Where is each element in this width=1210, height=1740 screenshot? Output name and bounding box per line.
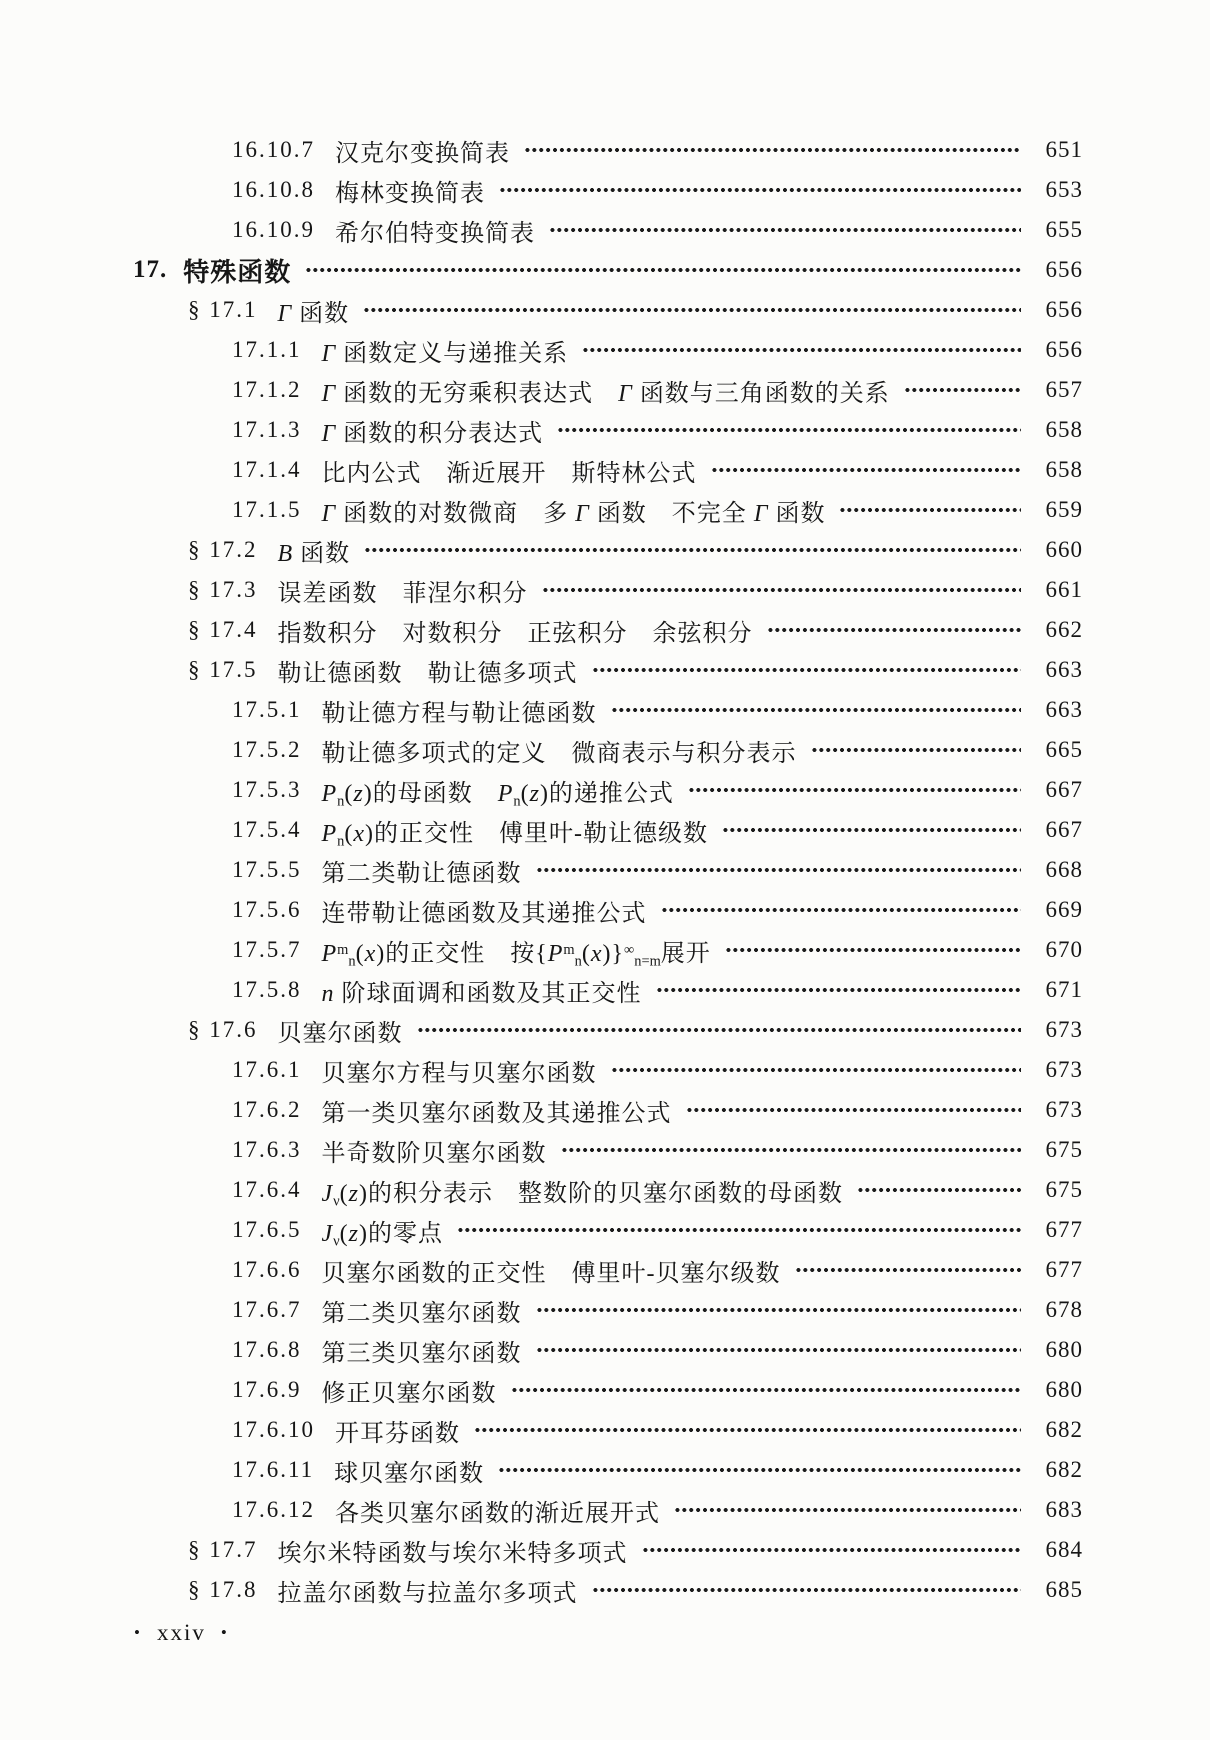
toc-entry-title: 修正贝塞尔函数 [321, 1380, 497, 1407]
toc-row [0, 1250, 1210, 1290]
toc-page-number: 685 [1045, 1577, 1083, 1602]
toc-page-number: 668 [1045, 857, 1083, 882]
dot-leader [499, 186, 1021, 194]
toc-entry-number: § 17.2 [188, 537, 258, 562]
toc-row [0, 1010, 1210, 1050]
toc-entry-title: $P_n(z)$的母函数 $P_n(z)$的递推公式 [321, 780, 674, 809]
toc-page-number: 677 [1045, 1217, 1083, 1242]
toc-row [0, 1210, 1210, 1250]
toc-entry-title: 比内公式 渐近展开 斯特林公式 [321, 460, 697, 487]
toc-entry-title: 第二类勒让德函数 [321, 860, 522, 887]
toc-entry-title: 半奇数阶贝塞尔函数 [321, 1140, 547, 1167]
dot-leader [642, 1546, 1022, 1554]
toc-entry-title: 指数积分 对数积分 正弦积分 余弦积分 [277, 620, 753, 647]
dot-leader [592, 1586, 1022, 1594]
toc-page-number: 683 [1045, 1497, 1083, 1522]
toc-page-number: 684 [1045, 1537, 1083, 1562]
toc-list [0, 130, 1210, 1610]
toc-row [0, 570, 1210, 610]
dot-leader [656, 986, 1022, 994]
toc-row [0, 1050, 1210, 1090]
toc-row [0, 1370, 1210, 1410]
dot-leader [674, 1506, 1021, 1514]
toc-entry-title: 连带勒让德函数及其递推公式 [321, 900, 647, 927]
toc-entry-title: Γ 函数 [277, 300, 350, 327]
toc-page-number: 675 [1045, 1137, 1083, 1162]
toc-entry-number: 17.6.6 [232, 1257, 302, 1282]
toc-entry-number: § 17.8 [188, 1577, 258, 1602]
toc-page-number: 658 [1045, 457, 1083, 482]
toc-entry-title: Γ 函数的积分表达式 [321, 420, 544, 447]
dot-leader [711, 466, 1022, 474]
toc-row [0, 770, 1210, 810]
toc-page-number: 680 [1045, 1377, 1083, 1402]
toc-entry-number: 17. [133, 256, 168, 283]
footer-left-bullet: • [134, 1623, 142, 1642]
toc-entry-title: 开耳芬函数 [335, 1420, 460, 1447]
toc-entry-title: 第三类贝塞尔函数 [321, 1340, 522, 1367]
toc-row [0, 1450, 1210, 1490]
toc-page-number: 678 [1045, 1297, 1083, 1322]
toc-page-number: 682 [1045, 1457, 1083, 1482]
toc-entry-title: 第二类贝塞尔函数 [321, 1300, 522, 1327]
toc-row [0, 210, 1210, 250]
toc-page-number: 656 [1045, 337, 1083, 362]
footer-right-bullet: • [220, 1623, 229, 1642]
toc-page-number: 682 [1045, 1417, 1083, 1442]
toc-row [0, 1290, 1210, 1330]
toc-row [0, 810, 1210, 850]
toc-row [0, 890, 1210, 930]
dot-leader [611, 1066, 1022, 1074]
page-footer [134, 1620, 229, 1646]
toc-entry-title: 贝塞尔函数 [277, 1020, 403, 1047]
toc-entry-title: n 阶球面调和函数及其正交性 [321, 980, 642, 1007]
toc-entry-number: 17.5.2 [232, 737, 302, 762]
toc-entry-number: 17.6.7 [232, 1297, 302, 1322]
dot-leader [524, 146, 1021, 154]
toc-entry-number: 17.6.1 [232, 1057, 302, 1082]
dot-leader [511, 1386, 1022, 1394]
toc-entry-number: § 17.5 [188, 657, 258, 682]
toc-entry-number: § 17.3 [188, 577, 258, 602]
dot-leader [498, 1466, 1021, 1474]
toc-row [0, 1090, 1210, 1130]
toc-page-number: 675 [1045, 1177, 1083, 1202]
toc-row [0, 370, 1210, 410]
toc-entry-title: 勒让德方程与勒让德函数 [321, 700, 597, 727]
toc-entry-number: 17.6.10 [232, 1417, 315, 1442]
dot-leader [457, 1226, 1021, 1234]
dot-leader [536, 1306, 1022, 1314]
dot-leader [536, 1346, 1022, 1354]
toc-entry-number: 17.1.5 [232, 497, 302, 522]
dot-leader [811, 746, 1022, 754]
toc-entry-number: § 17.6 [188, 1017, 258, 1042]
toc-page-number: 660 [1045, 537, 1083, 562]
toc-page-number: 656 [1045, 297, 1083, 322]
dot-leader [661, 906, 1022, 914]
toc-page-number: 667 [1045, 777, 1083, 802]
toc-row [0, 330, 1210, 370]
dot-leader [561, 1146, 1022, 1154]
toc-entry-title: 特殊函数 [183, 257, 292, 287]
toc-entry-title: 贝塞尔方程与贝塞尔函数 [321, 1060, 597, 1087]
dot-leader [592, 666, 1022, 674]
toc-entry-title: $P_n(x)$的正交性 傅里叶-勒让德级数 [321, 820, 709, 849]
toc-page-number: 673 [1045, 1097, 1083, 1122]
toc-entry-title: $J_\nu(z)$的零点 [321, 1220, 444, 1249]
toc-entry-title: 勒让德函数 勒让德多项式 [277, 660, 578, 687]
toc-page-number: 667 [1045, 817, 1083, 842]
toc-entry-number: 17.6.9 [232, 1377, 302, 1402]
toc-entry-number: 17.5.8 [232, 977, 302, 1002]
dot-leader [474, 1426, 1021, 1434]
toc-page-number: 669 [1045, 897, 1083, 922]
toc-entry-number: 17.6.8 [232, 1337, 302, 1362]
toc-entry-number: 17.6.5 [232, 1217, 302, 1242]
toc-entry-title: 第一类贝塞尔函数及其递推公式 [321, 1100, 672, 1127]
toc-row [0, 130, 1210, 170]
toc-row [0, 530, 1210, 570]
toc-row [0, 170, 1210, 210]
dot-leader [857, 1186, 1021, 1194]
toc-entry-number: 17.5.5 [232, 857, 302, 882]
toc-entry-number: 16.10.8 [232, 177, 315, 202]
dot-leader [686, 1106, 1022, 1114]
toc-row [0, 1490, 1210, 1530]
toc-entry-number: 17.5.1 [232, 697, 302, 722]
toc-entry-title: 误差函数 菲涅尔积分 [277, 580, 528, 607]
toc-row [0, 410, 1210, 450]
dot-leader [795, 1266, 1022, 1274]
footer-page-label: xxiv [156, 1620, 206, 1645]
toc-entry-number: 17.5.3 [232, 777, 302, 802]
toc-row [0, 850, 1210, 890]
toc-entry-number: 17.6.3 [232, 1137, 302, 1162]
toc-page-number: 656 [1045, 257, 1083, 282]
toc-entry-number: 17.5.6 [232, 897, 302, 922]
toc-entry-title: 梅林变换简表 [335, 180, 485, 207]
toc-entry-number: 17.1.2 [232, 377, 302, 402]
toc-row [0, 730, 1210, 770]
dot-leader [557, 426, 1021, 434]
toc-entry-number: 17.6.4 [232, 1177, 302, 1202]
toc-page-number: 670 [1045, 937, 1083, 962]
dot-leader [722, 826, 1021, 834]
toc-page-number: 677 [1045, 1257, 1083, 1282]
dot-leader [364, 546, 1021, 554]
dot-leader [305, 266, 1021, 274]
toc-entry-title: 埃尔米特函数与埃尔米特多项式 [277, 1540, 628, 1567]
toc-page-number: 655 [1045, 217, 1083, 242]
toc-entry-number: 17.5.7 [232, 937, 302, 962]
dot-leader [417, 1026, 1022, 1034]
toc-entry-number: 17.6.12 [232, 1497, 315, 1522]
toc-page-number: 651 [1045, 137, 1083, 162]
dot-leader [549, 226, 1021, 234]
toc-row [0, 1570, 1210, 1610]
toc-row [0, 610, 1210, 650]
dot-leader [611, 706, 1022, 714]
toc-entry-title: 各类贝塞尔函数的渐近展开式 [335, 1500, 660, 1527]
toc-entry-title: 希尔伯特变换简表 [335, 220, 535, 247]
toc-page-number: 663 [1045, 697, 1083, 722]
toc-entry-number: 17.6.2 [232, 1097, 302, 1122]
toc-entry-title: 汉克尔变换简表 [335, 140, 510, 167]
toc-entry-title: 拉盖尔函数与拉盖尔多项式 [277, 1580, 578, 1607]
toc-entry-number: 17.6.11 [232, 1457, 315, 1482]
toc-entry-number: § 17.4 [188, 617, 258, 642]
toc-page-number: 653 [1045, 177, 1083, 202]
toc-row [0, 490, 1210, 530]
dot-leader [363, 306, 1021, 314]
toc-entry-title: Γ 函数定义与递推关系 [321, 340, 569, 367]
dot-leader [582, 346, 1021, 354]
toc-entry-title: B 函数 [277, 540, 351, 567]
toc-page-number: 680 [1045, 1337, 1083, 1362]
toc-page-number: 658 [1045, 417, 1083, 442]
toc-page-number: 671 [1045, 977, 1083, 1002]
toc-row [0, 650, 1210, 690]
toc-entry-title: Γ 函数的无穷乘积表达式 Γ 函数与三角函数的关系 [321, 380, 890, 407]
toc-page-number: 661 [1045, 577, 1083, 602]
toc-row [0, 1330, 1210, 1370]
toc-entry-title: 勒让德多项式的定义 微商表示与积分表示 [321, 740, 797, 767]
toc-row [0, 1170, 1210, 1210]
toc-row [0, 1410, 1210, 1450]
dot-leader [725, 946, 1021, 954]
toc-entry-title: 球贝塞尔函数 [334, 1460, 485, 1487]
dot-leader [688, 786, 1021, 794]
toc-page-number: 657 [1045, 377, 1083, 402]
toc-entry-title: $P^m_n(x)$的正交性 按$\{P^m_n(x)\}^\infty_{n=m}$展开 [321, 940, 711, 969]
toc-page-number: 662 [1045, 617, 1083, 642]
toc-page-number: 673 [1045, 1017, 1083, 1042]
toc-entry-number: § 17.7 [188, 1537, 258, 1562]
toc-row [0, 970, 1210, 1010]
toc-page-number: 673 [1045, 1057, 1083, 1082]
toc-row [0, 930, 1210, 970]
toc-entry-title: Γ 函数的对数微商 多 Γ 函数 不完全 Γ 函数 [321, 500, 826, 527]
toc-entry-number: 16.10.9 [232, 217, 315, 242]
toc-entry-number: 17.1.1 [232, 337, 302, 362]
toc-row [0, 250, 1210, 290]
toc-page-number: 663 [1045, 657, 1083, 682]
toc-entry-title: $J_\nu(z)$的积分表示 整数阶的贝塞尔函数的母函数 [321, 1180, 844, 1209]
dot-leader [767, 626, 1022, 634]
toc-entry-number: 17.1.3 [232, 417, 302, 442]
dot-leader [542, 586, 1022, 594]
toc-row [0, 1130, 1210, 1170]
toc-page-number: 665 [1045, 737, 1083, 762]
dot-leader [536, 866, 1022, 874]
dot-leader [904, 386, 1021, 394]
toc-row [0, 690, 1210, 730]
toc-row [0, 450, 1210, 490]
toc-entry-title: 贝塞尔函数的正交性 傅里叶-贝塞尔级数 [321, 1260, 781, 1287]
toc-row [0, 290, 1210, 330]
toc-page-number: 659 [1045, 497, 1083, 522]
toc-entry-number: 17.1.4 [232, 457, 302, 482]
toc-row [0, 1530, 1210, 1570]
toc-entry-number: § 17.1 [188, 297, 258, 322]
toc-entry-number: 17.5.4 [232, 817, 302, 842]
toc-entry-number: 16.10.7 [232, 137, 315, 162]
dot-leader [839, 506, 1021, 514]
